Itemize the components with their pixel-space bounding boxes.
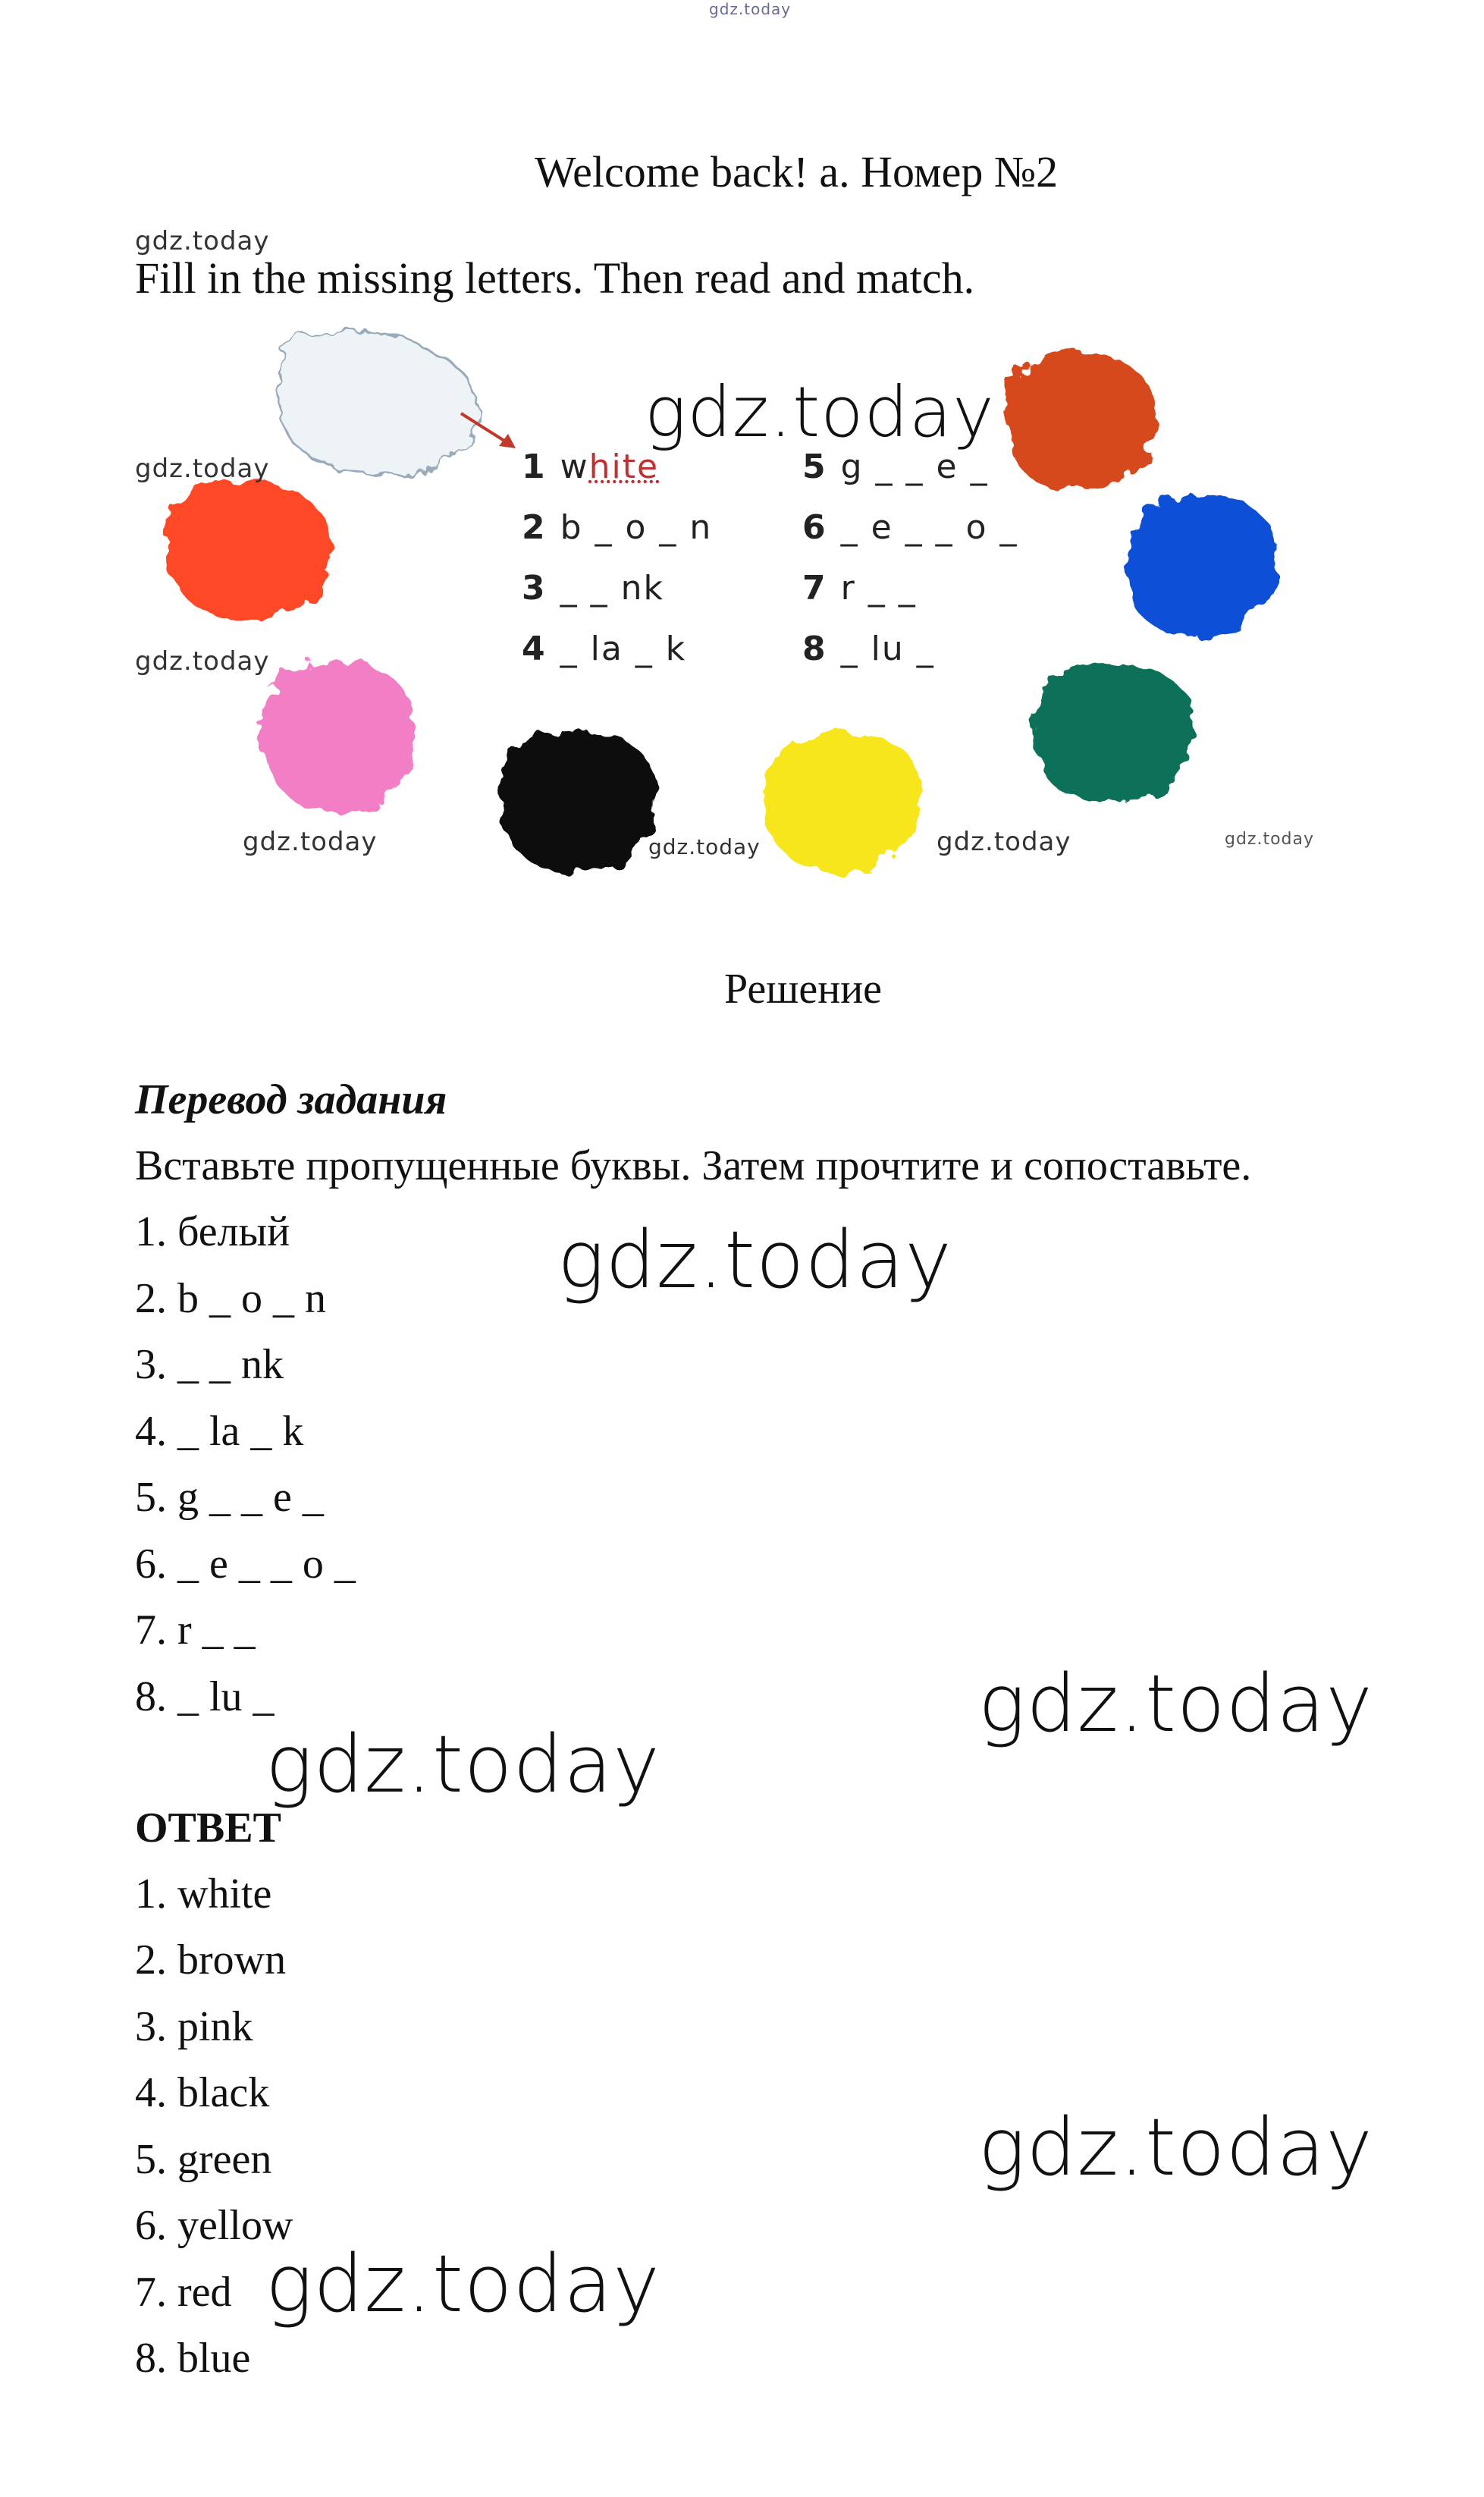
watermark: gdz.today bbox=[645, 372, 995, 453]
watermark: gdz.today bbox=[978, 1657, 1373, 1750]
watermark: gdz.today bbox=[978, 2101, 1373, 2194]
watermark: gdz.today bbox=[648, 834, 761, 859]
answer-item: 8. blue bbox=[135, 2335, 251, 2382]
yellow-blob bbox=[764, 731, 922, 872]
answer-item: 2. brown bbox=[135, 1936, 287, 1983]
answer-item: 7. red bbox=[135, 2269, 232, 2316]
list-item: 8. _ lu _ bbox=[135, 1673, 275, 1720]
black-blob bbox=[499, 731, 657, 872]
exercise-item: 6 _ e _ _ o _ bbox=[802, 508, 1018, 547]
white-blob bbox=[277, 329, 478, 475]
watermark: gdz.today bbox=[135, 646, 270, 677]
arrow-head bbox=[499, 434, 516, 448]
top-watermark: gdz.today bbox=[709, 0, 792, 18]
answer-item: 5. green bbox=[135, 2136, 272, 2183]
list-item: 6. _ e _ _ o _ bbox=[135, 1541, 356, 1588]
watermark: gdz.today bbox=[1225, 830, 1315, 849]
answer-item: 6. yellow bbox=[135, 2202, 293, 2249]
watermark: gdz.today bbox=[265, 1718, 660, 1811]
page-title: Welcome back! a. Номер №2 bbox=[535, 147, 1059, 196]
translation-heading: Перевод задания bbox=[135, 1076, 447, 1123]
exercise-item: 5 g _ _ e _ bbox=[802, 448, 989, 486]
watermark: gdz.today bbox=[265, 2238, 660, 2330]
red-blob bbox=[165, 481, 330, 620]
exercise-item: 3 _ _ nk bbox=[522, 569, 664, 608]
watermark: gdz.today bbox=[135, 226, 270, 256]
list-item: 3. _ _ nk bbox=[135, 1341, 284, 1388]
brown-blob bbox=[1004, 353, 1157, 489]
answer-item: 4. black bbox=[135, 2069, 270, 2116]
watermark: gdz.today bbox=[557, 1214, 952, 1306]
exercise-item: 7 r _ _ bbox=[802, 569, 917, 608]
watermark: gdz.today bbox=[937, 827, 1071, 857]
list-item: 5. g _ _ e _ bbox=[135, 1474, 324, 1521]
exercise-item: 2 b _ o _ n bbox=[522, 508, 713, 547]
answer-item: 3. pink bbox=[135, 2003, 253, 2050]
exercise-item: 8 _ lu _ bbox=[802, 630, 935, 668]
watermark: gdz.today bbox=[243, 827, 378, 857]
blue-blob bbox=[1126, 496, 1278, 637]
task-instruction: Fill in the missing letters. Then read and match. bbox=[135, 253, 975, 303]
solution-label: Решение bbox=[724, 966, 883, 1013]
list-item: 7. r _ _ bbox=[135, 1607, 256, 1654]
answer-heading: ОТВЕТ bbox=[135, 1804, 281, 1852]
pink-blob bbox=[261, 662, 414, 812]
green-blob bbox=[1034, 663, 1195, 804]
exercise-item: 4 _ la _ k bbox=[522, 630, 687, 668]
list-item: 1. белый bbox=[135, 1208, 290, 1255]
answer-item: 1. white bbox=[135, 1870, 272, 1918]
exercise-item: 1 white bbox=[522, 448, 660, 486]
list-item: 2. b _ o _ n bbox=[135, 1275, 326, 1322]
list-item: 4. _ la _ k bbox=[135, 1408, 304, 1455]
watermark: gdz.today bbox=[135, 454, 270, 484]
translation-instruction: Вставьте пропущенные буквы. Затем прочтите и сопоставьте. bbox=[135, 1142, 1252, 1189]
